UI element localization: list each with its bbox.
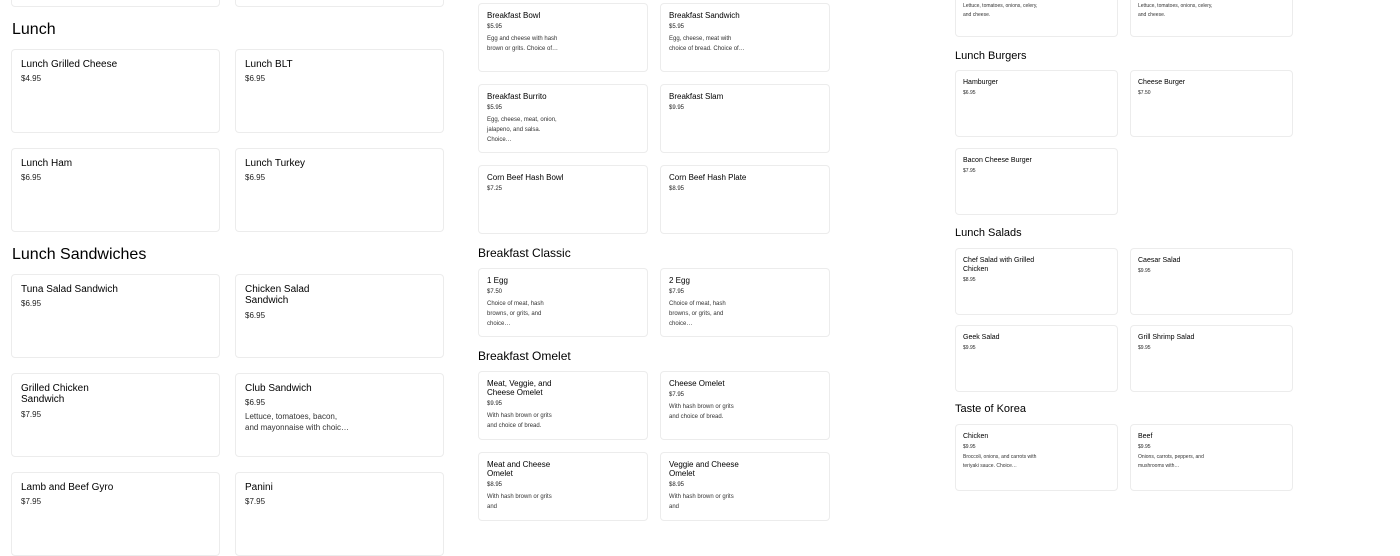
item-name: Chicken Salad Sandwich	[245, 284, 310, 306]
item-price: $7.25	[487, 186, 503, 192]
menu-item-card[interactable]	[235, 373, 444, 457]
menu-item-card[interactable]	[11, 148, 220, 232]
item-name: Panini	[245, 482, 273, 493]
menu-item-card[interactable]	[955, 0, 1118, 37]
item-name: Grilled Chicken Sandwich	[21, 383, 89, 405]
menu-item-card[interactable]	[955, 424, 1118, 491]
item-name: Hamburger	[963, 79, 999, 86]
item-price: $8.95	[669, 482, 685, 488]
item-name: Corn Beef Hash Bowl	[487, 173, 564, 182]
item-price: $9.95	[963, 444, 976, 450]
item-name: Lunch Grilled Cheese	[21, 59, 118, 70]
item-name: Meat, Veggie, and Cheese Omelet	[487, 379, 552, 397]
item-description: With hash brown or grits and	[487, 494, 552, 510]
item-description: Broccoli, onions, and carrots with teriyaki sauce. Choice…	[963, 454, 1037, 469]
item-name: 1 Egg	[487, 276, 508, 285]
item-name: Breakfast Bowl	[487, 11, 541, 20]
item-description: Choice of meat, hash browns, or grits, and choice…	[669, 301, 726, 327]
item-price: $6.95	[21, 173, 42, 182]
item-name: Tuna Salad Sandwich	[21, 284, 118, 295]
item-price: $7.95	[669, 289, 685, 295]
menu-item-card[interactable]	[478, 371, 648, 440]
menu-item-card[interactable]	[478, 3, 648, 72]
menu-item-card[interactable]	[955, 248, 1118, 315]
section-title-breakfast-omelet: Breakfast Omelet	[478, 349, 571, 363]
item-name: Meat and Cheese Omelet	[487, 460, 551, 478]
item-name: Cheese Burger	[1138, 79, 1186, 86]
menu-item-card[interactable]	[235, 472, 444, 556]
item-price: $5.95	[487, 24, 503, 30]
item-name: Lunch BLT	[245, 59, 293, 70]
item-name: Lunch Turkey	[245, 158, 306, 169]
item-description: With hash brown or grits and choice of bread.	[669, 404, 734, 420]
menu-item-card[interactable]	[955, 148, 1118, 215]
menu-item-card[interactable]	[660, 268, 830, 337]
item-price: $7.95	[21, 410, 42, 419]
item-price: $8.95	[669, 186, 685, 192]
section-title-lunch-salads: Lunch Salads	[955, 227, 1022, 239]
item-price: $6.95	[245, 173, 266, 182]
menu-item-card[interactable]	[11, 49, 220, 133]
menu-item-card[interactable]	[1130, 424, 1293, 491]
item-name: Beef	[1138, 433, 1153, 440]
item-price: $5.95	[669, 24, 685, 30]
item-price: $7.50	[487, 289, 503, 295]
menu-item-card[interactable]	[235, 49, 444, 133]
item-price: $9.95	[669, 105, 685, 111]
section-title-lunch-sandwiches: Lunch Sandwiches	[12, 246, 147, 263]
item-description: Lettuce, tomatoes, onions, celery, and cheese.	[963, 3, 1038, 18]
menu-item-card[interactable]	[660, 165, 830, 234]
item-description: Egg and cheese with hash brown or grits. Choice of…	[487, 36, 559, 52]
section-title-breakfast-classic: Breakfast Classic	[478, 246, 571, 260]
item-price: $7.95	[669, 392, 685, 398]
item-description: Egg, cheese, meat, onion, jalapeno, and salsa. Choice…	[487, 117, 557, 143]
item-name: Breakfast Sandwich	[669, 11, 740, 20]
item-description: Egg, cheese, meat with choice of bread. Choice of…	[669, 36, 745, 52]
item-description: Lettuce, tomatoes, bacon, and mayonnaise with choic…	[245, 412, 350, 432]
item-name: Veggie and Cheese Omelet	[669, 460, 739, 478]
menu-item-card[interactable]	[660, 3, 830, 72]
menu-item-card[interactable]	[478, 165, 648, 234]
section-title-taste-of-korea: Taste of Korea	[955, 403, 1026, 415]
item-price: $8.95	[963, 277, 976, 283]
item-description: Lettuce, tomatoes, onions, celery, and cheese.	[1138, 3, 1213, 18]
item-price: $7.95	[245, 497, 266, 506]
item-price: $6.95	[21, 299, 42, 308]
item-price: $7.50	[1138, 90, 1151, 96]
menu-item-card[interactable]	[478, 268, 648, 337]
menu-item-card[interactable]	[11, 373, 220, 457]
menu-item-card[interactable]	[11, 274, 220, 358]
section-title-lunch: Lunch	[12, 21, 56, 38]
item-price: $7.95	[21, 497, 42, 506]
item-name: Geek Salad	[963, 334, 1000, 341]
item-description: Onions, carrots, peppers, and mushrooms with…	[1138, 454, 1204, 469]
item-name: 2 Egg	[669, 276, 690, 285]
item-price: $7.95	[963, 168, 976, 174]
menu-item-card[interactable]	[235, 148, 444, 232]
item-name: Chicken	[963, 433, 989, 440]
item-name: Bacon Cheese Burger	[963, 157, 1032, 164]
item-description: With hash brown or grits and choice of bread.	[487, 413, 552, 429]
item-price: $9.95	[963, 345, 976, 351]
item-price: $6.95	[245, 398, 266, 407]
item-name: Caesar Salad	[1138, 257, 1181, 264]
item-name: Lunch Ham	[21, 158, 73, 169]
menu-item-card[interactable]	[955, 325, 1118, 392]
menu-item-card-stub[interactable]	[235, 0, 444, 7]
item-name: Breakfast Slam	[669, 92, 724, 101]
menu-item-card[interactable]	[660, 84, 830, 153]
menu-item-card[interactable]	[478, 84, 648, 153]
menu-item-card[interactable]	[1130, 248, 1293, 315]
item-price: $6.95	[963, 90, 976, 96]
menu-item-card[interactable]	[235, 274, 444, 358]
item-price: $9.95	[1138, 268, 1151, 274]
item-name: Lamb and Beef Gyro	[21, 482, 114, 493]
item-price: $9.95	[1138, 444, 1151, 450]
item-price: $5.95	[487, 105, 503, 111]
menu-item-card[interactable]	[478, 452, 648, 521]
section-title-lunch-burgers: Lunch Burgers	[955, 50, 1027, 62]
item-name: Grill Shrimp Salad	[1138, 334, 1195, 341]
item-name: Chef Salad with Grilled Chicken	[963, 257, 1035, 273]
menu-item-card-stub[interactable]	[11, 0, 220, 7]
item-price: $9.95	[487, 401, 503, 407]
item-price: $6.95	[245, 74, 266, 83]
menu-item-card[interactable]	[1130, 0, 1293, 37]
menu-item-card[interactable]	[1130, 70, 1293, 137]
item-name: Breakfast Burrito	[487, 92, 547, 101]
menu-item-card[interactable]	[660, 452, 830, 521]
item-price: $9.95	[1138, 345, 1151, 351]
item-name: Cheese Omelet	[669, 379, 725, 388]
item-price: $8.95	[487, 482, 503, 488]
menu-item-card[interactable]	[955, 70, 1118, 137]
item-price: $6.95	[245, 311, 266, 320]
menu-item-card[interactable]	[11, 472, 220, 556]
item-description: With hash brown or grits and	[669, 494, 734, 510]
item-description: Choice of meat, hash browns, or grits, and choice…	[487, 301, 544, 327]
item-price: $4.95	[21, 74, 42, 83]
menu-item-card[interactable]	[1130, 325, 1293, 392]
item-name: Club Sandwich	[245, 383, 312, 394]
item-name: Corn Beef Hash Plate	[669, 173, 747, 182]
menu-item-card[interactable]	[660, 371, 830, 440]
